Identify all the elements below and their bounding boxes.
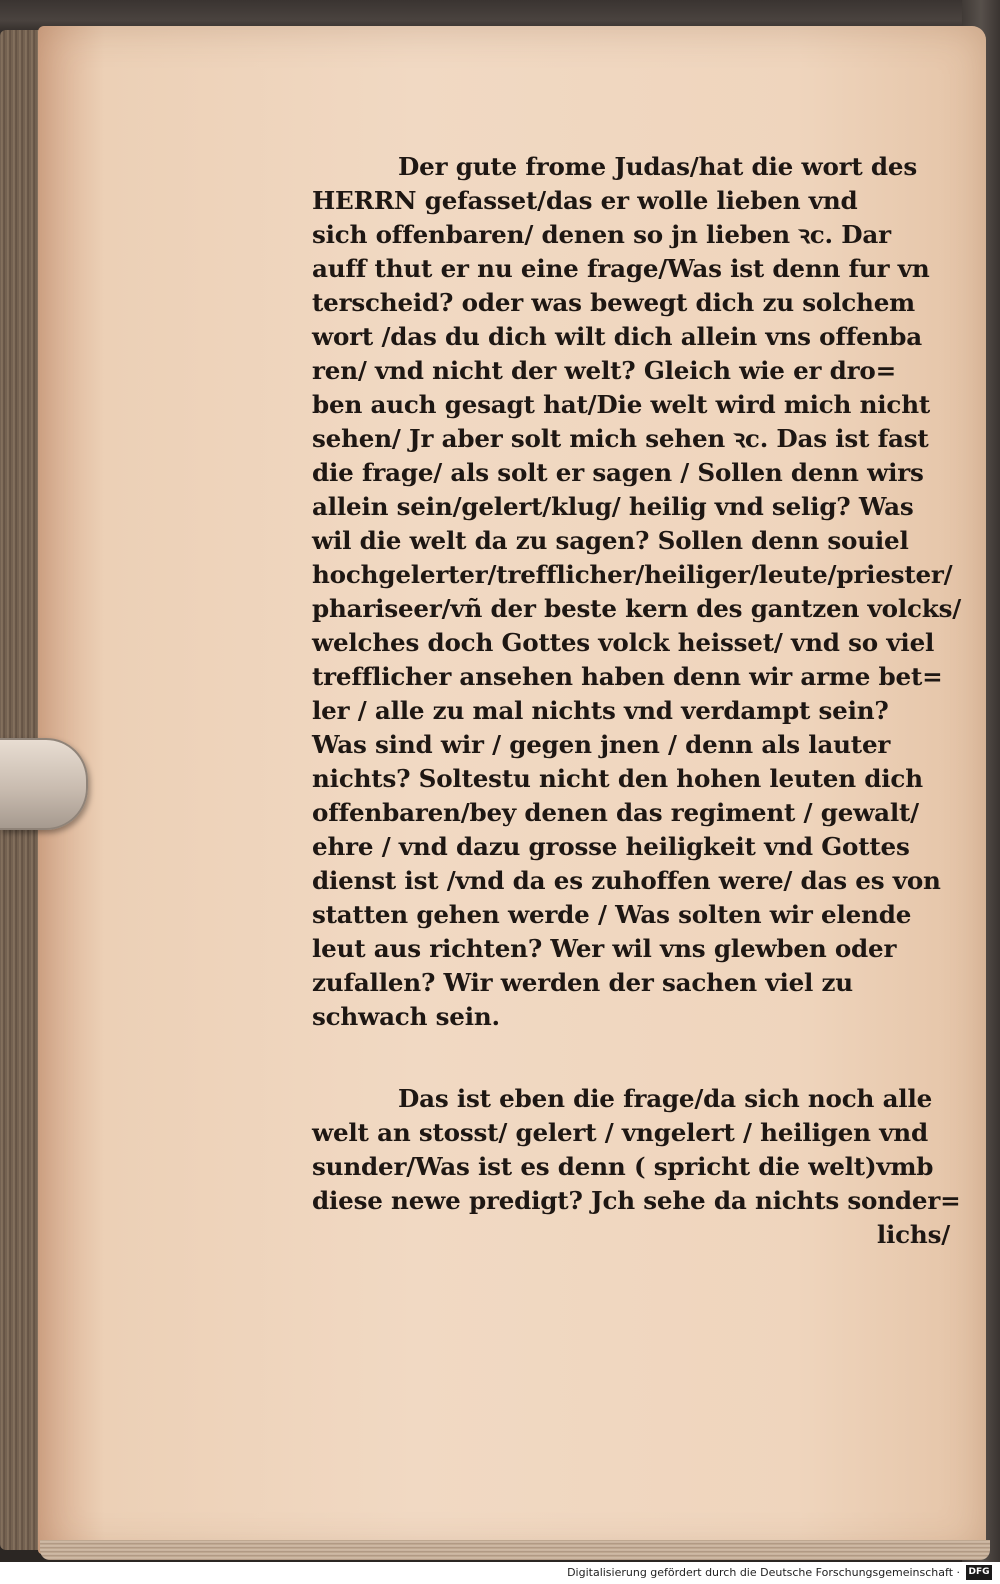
text-line: leut aus richten? Wer wil vns glewben oder [312,934,897,963]
text-line: HERRN gefasset/das er wolle lieben vnd [312,186,858,215]
page-bottom-edge [40,1540,990,1560]
text-line: Das ist eben die frage/da sich noch alle [398,1084,933,1113]
text-line: sehen/ Jr aber solt mich sehen ꝛc. Das ist fast [312,424,929,453]
text-line: sunder/Was ist es denn ( spricht die welt)vmb [312,1152,934,1181]
text-line: die frage/ als solt er sagen / Sollen denn wirs [312,458,924,487]
digitization-footer [0,1562,1000,1584]
text-line: schwach sein. [312,1002,500,1031]
text-line: ben auch gesagt hat/Die welt wird mich nicht [312,390,931,419]
text-line: zufallen? Wir werden der sachen viel zu [312,968,853,997]
text-line: ler / alle zu mal nichts vnd verdampt sein? [312,696,889,725]
text-line: sich offenbaren/ denen so jn lieben ꝛc. Dar [312,220,891,249]
text-line: hochgelerter/trefflicher/heiliger/leute/priester/ [312,560,953,589]
text-line: ehre / vnd dazu grosse heiligkeit vnd Gottes [312,832,910,861]
text-line: diese newe predigt? Jch sehe da nichts sonder= [312,1186,961,1215]
text-line: statten gehen werde / Was solten wir elende [312,900,912,929]
paragraph-2 [312,1082,960,1218]
text-line: welches doch Gottes volck heisset/ vnd so viel [312,628,935,657]
text-line: wort /das du dich wilt dich allein vns offenba [312,322,922,351]
text-line: Der gute frome Judas/hat die wort des [398,152,918,181]
text-line: phariseer/vñ der beste kern des gantzen volcks/ [312,594,961,623]
catchword: lichs/ [876,1220,950,1249]
text-line: wil die welt da zu sagen? Sollen denn souiel [312,526,909,555]
text-line: trefflicher ansehen haben denn wir arme bet= [312,662,943,691]
dfg-logo: DFG [966,1565,992,1580]
text-line: auff thut er nu eine frage/Was ist denn fur vn [312,254,930,283]
text-line: offenbaren/bey denen das regiment / gewalt/ [312,798,919,827]
footer-credit: Digitalisierung gefördert durch die Deutsche Forschungsgemeinschaft · [567,1566,960,1579]
text-line: nichts? Soltestu nicht den hohen leuten dich [312,764,923,793]
paragraph-1 [312,150,960,1034]
text-line: allein sein/gelert/klug/ heilig vnd selig? Was [312,492,914,521]
page-clip [0,738,88,830]
page-text [312,150,960,1252]
text-line: dienst ist /vnd da es zuhoffen were/ das es von [312,866,941,895]
text-line: terscheid? oder was bewegt dich zu solchem [312,288,915,317]
text-line: Was sind wir / gegen jnen / denn als lauter [312,730,891,759]
text-line: welt an stosst/ gelert / vngelert / heiligen vnd [312,1118,928,1147]
text-line: ren/ vnd nicht der welt? Gleich wie er dro= [312,356,897,385]
